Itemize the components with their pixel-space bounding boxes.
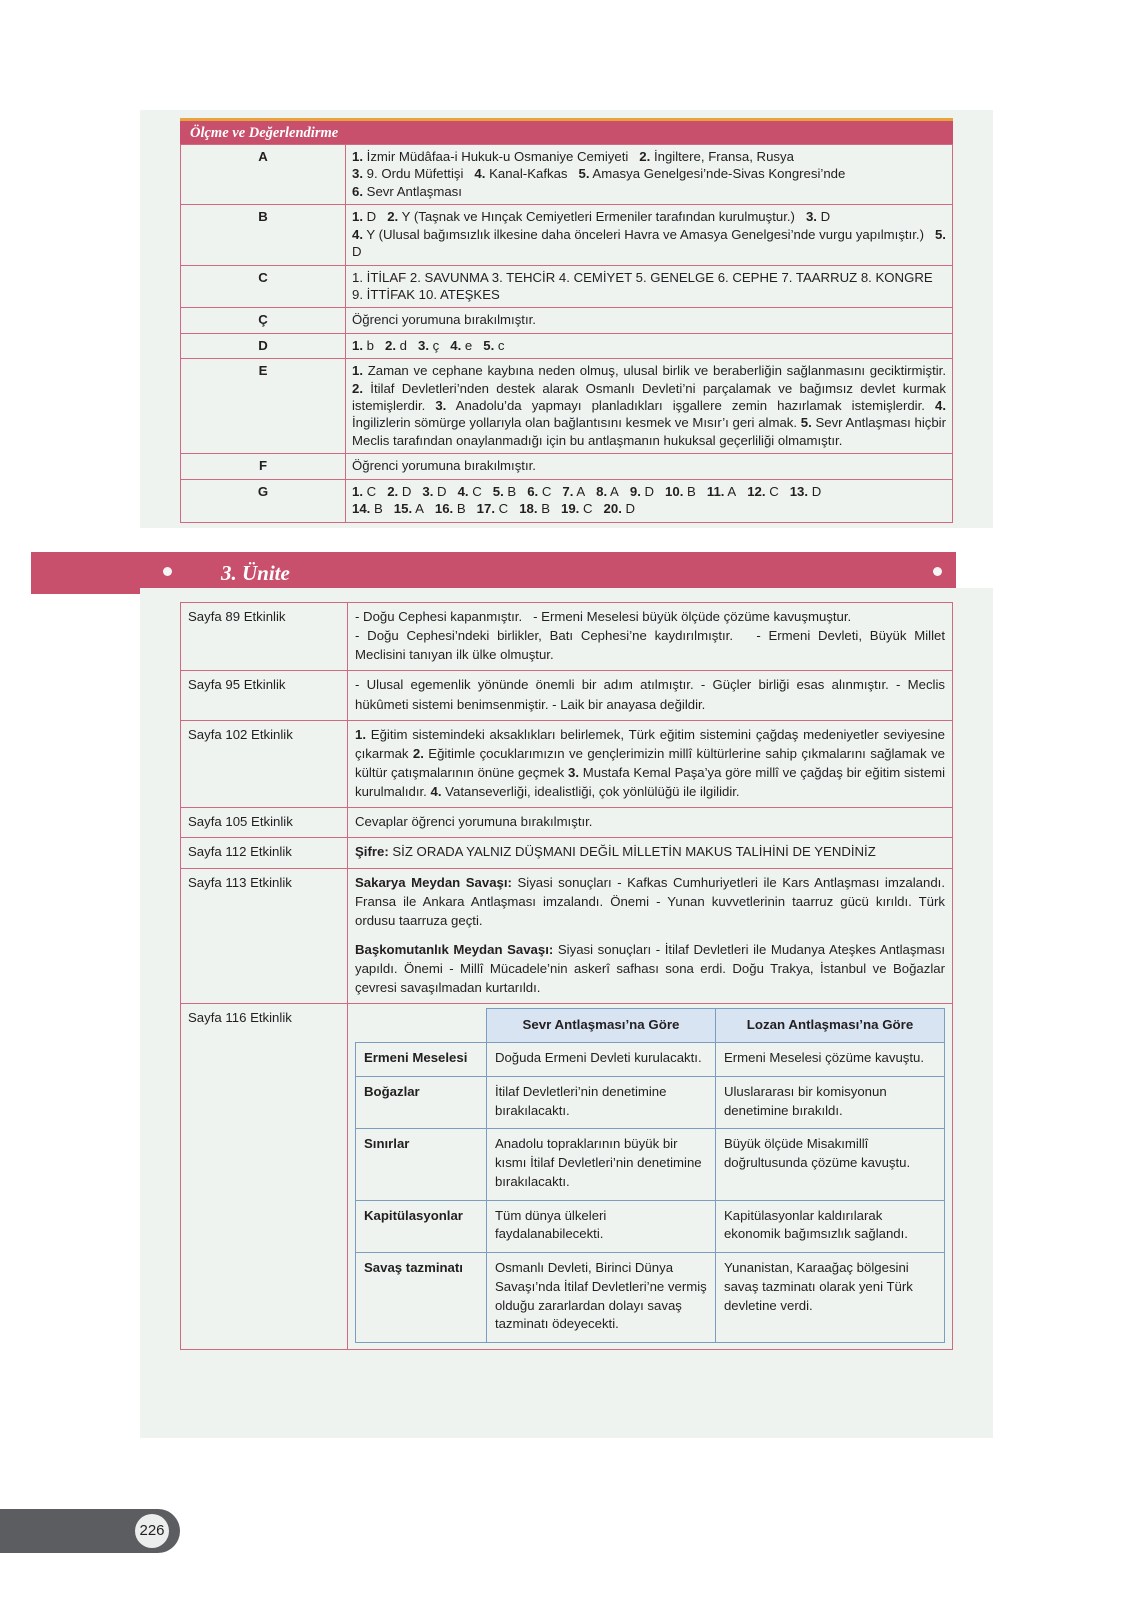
table-row bbox=[181, 808, 953, 838]
comparison-lozan-value: Ermeni Meselesi çözüme kavuştu. bbox=[715, 1043, 944, 1077]
activity-nested-table-cell bbox=[348, 1004, 953, 1350]
answer-group-body: 1. İzmir Müdâfaa-i Hukuk-u Osmaniye Cemiyeti 2. İngiltere, Fransa, Rusya 3. 9. Ordu Müfettişi 4. Kanal-Kafkas 5. Amasya Genelgesi’nde-Sivas Kongresi’nde 6. Sevr Antlaşması bbox=[346, 145, 953, 205]
comparison-lozan-value: Yunanistan, Karaağaç bölgesini savaş tazminatı olarak yeni Türk devletine verdi. bbox=[715, 1253, 944, 1343]
answer-group-body: 1. C 2. D 3. D 4. C 5. B 6. C 7. A 8. A 9. D 10. B 11. A 12. C 13. D 14. B 15. A 16. B 17. C 18. B 19. C 20. D bbox=[346, 479, 953, 522]
answer-group-label: Ç bbox=[181, 308, 346, 333]
comparison-row bbox=[356, 1129, 945, 1200]
table-row bbox=[181, 868, 953, 1004]
activity-page-label: Sayfa 113 Etkinlik bbox=[181, 868, 348, 1004]
activity-answer-body: - Doğu Cephesi kapanmıştır. - Ermeni Meselesi büyük ölçüde çözüme kavuşmuştur. - Doğu Cephesi’ndeki birlikler, Batı Cephesi’ne kaydırılmıştır. - Ermeni Devleti, Büyük Millet Meclisini tanıyan ilk ülke olmuştur. bbox=[348, 603, 953, 671]
comparison-topic: Savaş tazminatı bbox=[356, 1253, 487, 1343]
answer-group-label: E bbox=[181, 359, 346, 454]
activity-page-label: Sayfa 105 Etkinlik bbox=[181, 808, 348, 838]
comparison-sevr-value: Anadolu topraklarının büyük bir kısmı İtilaf Devletleri’nin denetimine bırakılacaktı. bbox=[486, 1129, 715, 1200]
comparison-row bbox=[356, 1253, 945, 1343]
answer-group-label: G bbox=[181, 479, 346, 522]
comparison-sevr-value: Osmanlı Devleti, Birinci Dünya Savaşı’nda İtilaf Devletleri’ne vermiş olduğu zararlardan dolayı savaş tazminatı ödeyecekti. bbox=[486, 1253, 715, 1343]
table-row bbox=[181, 454, 953, 479]
answer-group-label: D bbox=[181, 333, 346, 358]
answer-group-body: 1. İTİLAF 2. SAVUNMA 3. TEHCİR 4. CEMİYET 5. GENELGE 6. CEPHE 7. TAARRUZ 8. KONGRE 9. İTTİFAK 10. ATEŞKES bbox=[346, 265, 953, 308]
comparison-sevr-value: Doğuda Ermeni Devleti kurulacaktı. bbox=[486, 1043, 715, 1077]
table-row bbox=[181, 1004, 953, 1350]
table-row bbox=[181, 308, 953, 333]
unit-activity-table-body bbox=[181, 603, 953, 1350]
table-row bbox=[181, 479, 953, 522]
answer-group-body: 1. Zaman ve cephane kaybına neden olmuş, ulusal birlik ve beraberliğin sağlanmasını geciktirmiştir. 2. İtilaf Devletleri’nden destek alarak Osmanlı Devleti’ni parçalamak ve bağımsız devlet kurmak istemişlerdir. 3. Anadolu’da yapmayı planladıkları işgallere zemin hazırlamak istemişlerdir. 4. İngilizlerin sömürge yollarıyla olan bağlantısını kesmek ve Mısır’ı geri almak. 5. Sevr Antlaşması hiçbir Meclis tarafından onaylanmadığı için bu antlaşmanın hukuksal geçerliliği olmamıştır. bbox=[346, 359, 953, 454]
activity-page-label: Sayfa 116 Etkinlik bbox=[181, 1004, 348, 1350]
comparison-corner-cell bbox=[356, 1009, 487, 1043]
table-row bbox=[181, 145, 953, 205]
table-row bbox=[181, 838, 953, 868]
table-row bbox=[181, 265, 953, 308]
table-row bbox=[181, 333, 953, 358]
activity-answer-body: Şifre: SİZ ORADA YALNIZ DÜŞMANI DEĞİL MİLLETİN MAKUS TALİHİNİ DE YENDİNİZ bbox=[348, 838, 953, 868]
activity-page-label: Sayfa 112 Etkinlik bbox=[181, 838, 348, 868]
comparison-header-row bbox=[356, 1009, 945, 1043]
comparison-topic: Ermeni Meselesi bbox=[356, 1043, 487, 1077]
comparison-topic: Kapitülasyonlar bbox=[356, 1200, 487, 1252]
banner-pin-right-top-dot-icon bbox=[933, 567, 942, 576]
comparison-row bbox=[356, 1077, 945, 1129]
unit-banner-title: 3. Ünite bbox=[221, 561, 290, 585]
comparison-row bbox=[356, 1200, 945, 1252]
answer-group-label: F bbox=[181, 454, 346, 479]
comparison-lozan-value: Büyük ölçüde Misakımillî doğrultusunda çözüme kavuştu. bbox=[715, 1129, 944, 1200]
answer-group-body: Öğrenci yorumuna bırakılmıştır. bbox=[346, 454, 953, 479]
comparison-column-header: Sevr Antlaşması’na Göre bbox=[486, 1009, 715, 1043]
measurement-answer-table bbox=[180, 144, 953, 523]
unit-activity-table bbox=[180, 602, 953, 1350]
answer-group-label: C bbox=[181, 265, 346, 308]
activity-answer-body: - Ulusal egemenlik yönünde önemli bir adım atılmıştır. - Güçler birliği esas alınmıştır. - Meclis hükûmeti sistemi benimsenmiştir. - Laik bir anayasa değildir. bbox=[348, 671, 953, 720]
table-row bbox=[181, 720, 953, 808]
measurement-table-body bbox=[181, 145, 953, 523]
table-row bbox=[181, 359, 953, 454]
activity-page-label: Sayfa 95 Etkinlik bbox=[181, 671, 348, 720]
answer-group-label: B bbox=[181, 205, 346, 265]
measurement-section-header: Ölçme ve Değerlendirme bbox=[180, 118, 953, 144]
answer-group-body: Öğrenci yorumuna bırakılmıştır. bbox=[346, 308, 953, 333]
table-row bbox=[181, 671, 953, 720]
comparison-sevr-value: Tüm dünya ülkeleri faydalanabilecekti. bbox=[486, 1200, 715, 1252]
table-row bbox=[181, 205, 953, 265]
banner-pin-left-top-dot-icon bbox=[163, 567, 172, 576]
answer-group-body: 1. b 2. d 3. ç 4. e 5. c bbox=[346, 333, 953, 358]
activity-answer-body: Cevaplar öğrenci yorumuna bırakılmıştır. bbox=[348, 808, 953, 838]
activity-answer-body: Sakarya Meydan Savaşı: Siyasi sonuçları - Kafkas Cumhuriyetleri ile Kars Antlaşması imzalandı. Fransa ile Ankara Antlaşması imzalandı. Önemi - Yunan kuvvetlerinin taarruz gücü kırıldı. Türk ordusu taarruza geçti. Başkomutanlık Meydan Savaşı: Siyasi sonuçları - İtilaf Devletleri ile Mudanya Ateşkes Antlaşması yapıldı. Önemi - Millî Mücadele’nin askerî safhası sona erdi. Doğu Trakya, İstanbul ve Boğazlar çevresi savaşılmadan kurtarıldı. bbox=[348, 868, 953, 1004]
sevr-lozan-comparison-table bbox=[355, 1008, 945, 1343]
comparison-lozan-value: Kapitülasyonlar kaldırılarak ekonomik bağımsızlık sağlandı. bbox=[715, 1200, 944, 1252]
comparison-lozan-value: Uluslararası bir komisyonun denetimine bırakıldı. bbox=[715, 1077, 944, 1129]
comparison-row bbox=[356, 1043, 945, 1077]
comparison-topic: Sınırlar bbox=[356, 1129, 487, 1200]
comparison-column-header: Lozan Antlaşması’na Göre bbox=[715, 1009, 944, 1043]
answer-group-label: A bbox=[181, 145, 346, 205]
comparison-sevr-value: İtilaf Devletleri’nin denetimine bırakılacaktı. bbox=[486, 1077, 715, 1129]
page-number: 226 bbox=[135, 1514, 169, 1548]
activity-page-label: Sayfa 89 Etkinlik bbox=[181, 603, 348, 671]
activity-page-label: Sayfa 102 Etkinlik bbox=[181, 720, 348, 808]
activity-answer-body: 1. Eğitim sistemindeki aksaklıkları belirlemek, Türk eğitim sistemini çağdaş medeniyetler seviyesine çıkarmak 2. Eğitimle çocuklarımızın ve gençlerimizin millî kültürlerine sahip çıkmalarını sağlamak ve kültür çatışmalarının önüne geçmek 3. Mustafa Kemal Paşa’ya göre millî ve çağdaş bir eğitim sistemi kurulmalıdır. 4. Vatanseverliği, idealistliği, çok yönlülüğü ile ilgilidir. bbox=[348, 720, 953, 808]
table-row bbox=[181, 603, 953, 671]
answer-group-body: 1. D 2. Y (Taşnak ve Hınçak Cemiyetleri Ermeniler tarafından kurulmuştur.) 3. D 4. Y (Ulusal bağımsızlık ilkesine daha önceleri Havra ve Amasya Genelgesi’nde vurgu yapılmıştır.) 5. D bbox=[346, 205, 953, 265]
comparison-topic: Boğazlar bbox=[356, 1077, 487, 1129]
